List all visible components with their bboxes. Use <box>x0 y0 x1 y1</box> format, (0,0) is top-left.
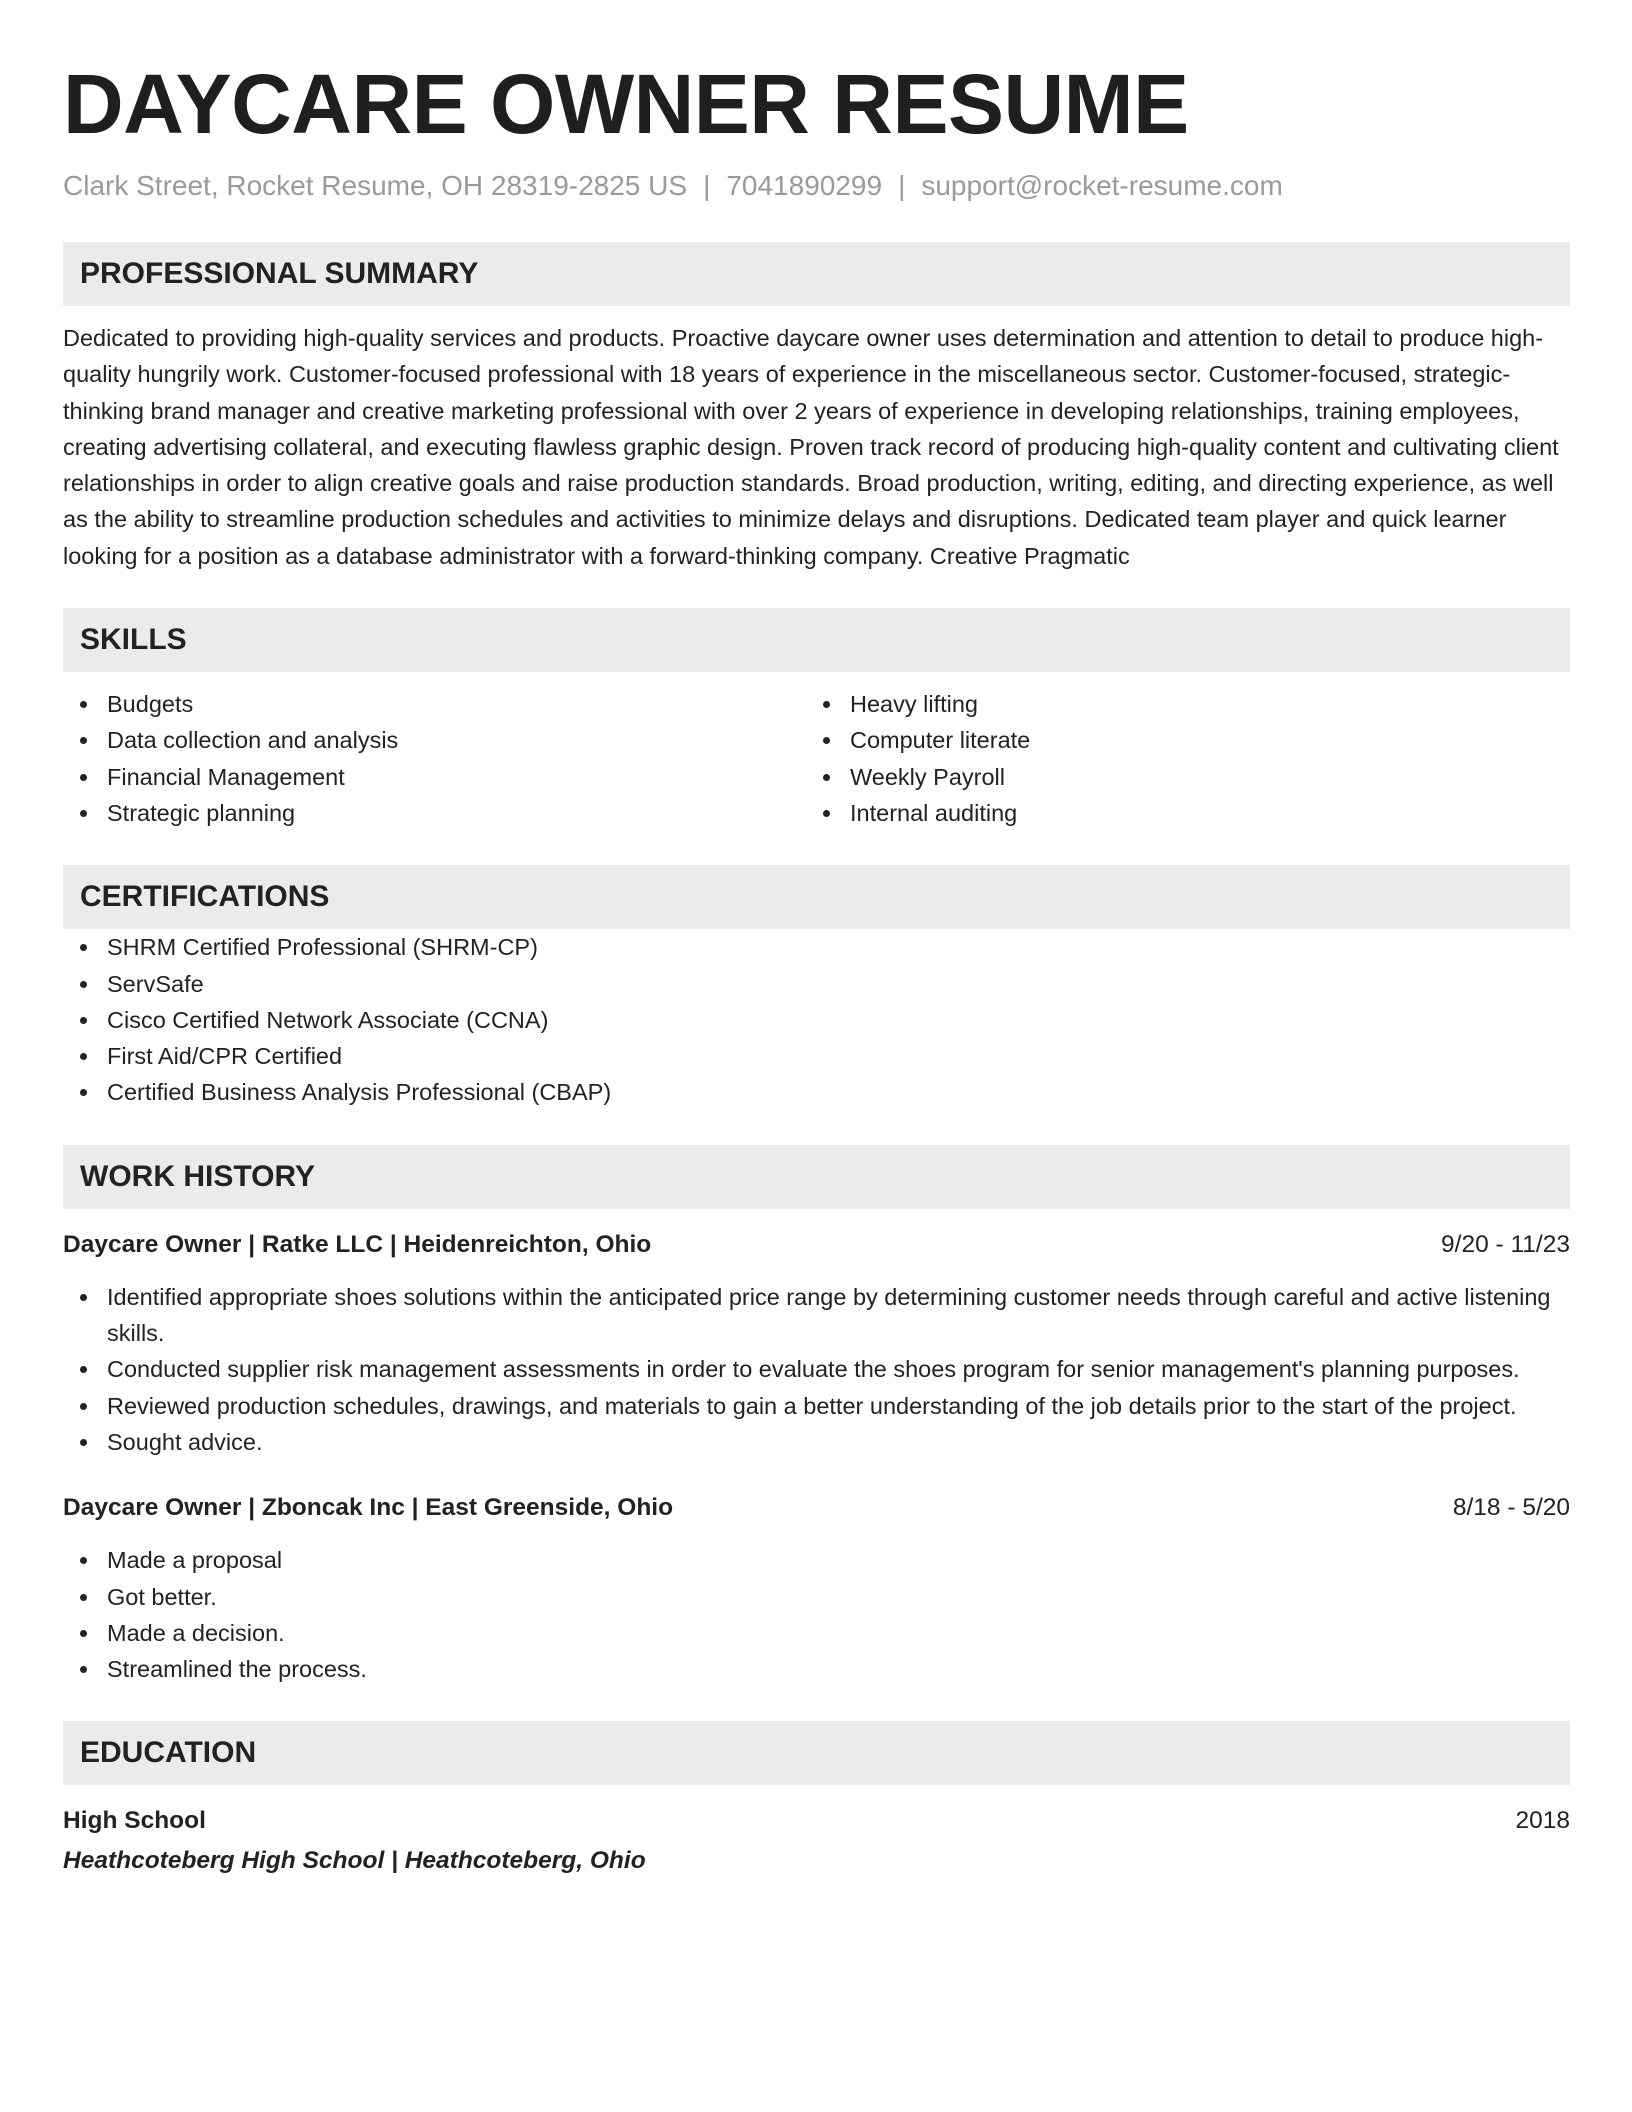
job-header <box>63 1490 1570 1526</box>
skill-item: Budgets <box>63 686 806 722</box>
job-entry <box>63 1490 1570 1687</box>
section-header-work-history: WORK HISTORY <box>63 1145 1570 1209</box>
contact-address: Clark Street, Rocket Resume, OH 28319-2825 US <box>63 170 688 201</box>
job-duty: Streamlined the process. <box>63 1651 1570 1687</box>
summary-text: Dedicated to providing high-quality services and products. Proactive daycare owner uses determination and attention to detail to produce high-quality hungrily work. Customer-focused professional with 18 years of experience in the miscellaneous sector. Customer-focused, strategic-thinking brand manager and creative marketing professional with over 2 years of experience in developing relationships, training employees, creating advertising collateral, and executing flawless graphic design. Proven track record of producing high-quality content and cultivating client relationships in order to align creative goals and raise production standards. Broad production, writing, editing, and directing experience, as well as the ability to streamline production schedules and activities to minimize delays and disruptions. Dedicated team player and quick learner looking for a position as a database administrator with a forward-thinking company. Creative Pragmatic <box>63 325 1559 569</box>
certification-item: SHRM Certified Professional (SHRM-CP) <box>63 929 1570 965</box>
skill-item: Data collection and analysis <box>63 722 806 758</box>
job-header <box>63 1227 1570 1263</box>
resume-page <box>63 56 1570 1879</box>
contact-separator: | <box>898 170 906 201</box>
skills-list-left <box>63 686 806 831</box>
skill-item: Weekly Payroll <box>806 759 1549 795</box>
education-header <box>63 1803 1570 1839</box>
section-header-certifications: CERTIFICATIONS <box>63 865 1570 929</box>
contact-separator: | <box>703 170 711 201</box>
contact-line <box>63 168 1570 204</box>
contact-phone: 7041890299 <box>726 170 883 201</box>
job-dates: 9/20 - 11/23 <box>1441 1230 1570 1258</box>
skill-item: Strategic planning <box>63 795 806 831</box>
certification-item: First Aid/CPR Certified <box>63 1038 1570 1074</box>
contact-email: support@rocket-resume.com <box>921 170 1283 201</box>
education-degree: High School <box>63 1807 206 1835</box>
section-header-education: EDUCATION <box>63 1721 1570 1785</box>
job-duty: Identified appropriate shoes solutions within the anticipated price range by determining customer needs through careful and active listening skills. <box>63 1279 1570 1352</box>
job-duty: Reviewed production schedules, drawings, and materials to gain a better understanding of the job details prior to the start of the project. <box>63 1388 1570 1424</box>
job-title: Daycare Owner | Ratke LLC | Heidenreichton, Ohio <box>63 1230 652 1258</box>
job-duty: Conducted supplier risk management assessments in order to evaluate the shoes program for senior management's planning purposes. <box>63 1351 1570 1387</box>
education-school: Heathcoteberg High School | Heathcoteberg, Ohio <box>63 1847 646 1875</box>
job-duties-list <box>63 1279 1570 1460</box>
certification-item: Certified Business Analysis Professional (CBAP) <box>63 1074 1570 1110</box>
job-duty: Made a decision. <box>63 1615 1570 1651</box>
education-year: 2018 <box>1515 1807 1570 1835</box>
job-title: Daycare Owner | Zboncak Inc | East Greenside, Ohio <box>63 1494 674 1522</box>
job-duty: Got better. <box>63 1579 1570 1615</box>
job-duty: Sought advice. <box>63 1424 1570 1460</box>
certification-item: ServSafe <box>63 966 1570 1002</box>
skills-list-right <box>806 686 1549 831</box>
skill-item: Internal auditing <box>806 795 1549 831</box>
job-dates: 8/18 - 5/20 <box>1452 1494 1570 1522</box>
job-entry <box>63 1227 1570 1460</box>
skill-item: Heavy lifting <box>806 686 1549 722</box>
skill-item: Computer literate <box>806 722 1549 758</box>
job-duty: Made a proposal <box>63 1542 1570 1578</box>
education-entry <box>63 1803 1570 1879</box>
section-header-skills: SKILLS <box>63 608 1570 672</box>
skills-grid <box>63 686 1570 831</box>
section-header-summary: PROFESSIONAL SUMMARY <box>63 242 1570 306</box>
skill-item: Financial Management <box>63 759 806 795</box>
certifications-list <box>63 929 1570 1110</box>
certification-item: Cisco Certified Network Associate (CCNA) <box>63 1002 1570 1038</box>
job-duties-list <box>63 1542 1570 1687</box>
resume-title: DAYCARE OWNER RESUME <box>63 57 1189 151</box>
